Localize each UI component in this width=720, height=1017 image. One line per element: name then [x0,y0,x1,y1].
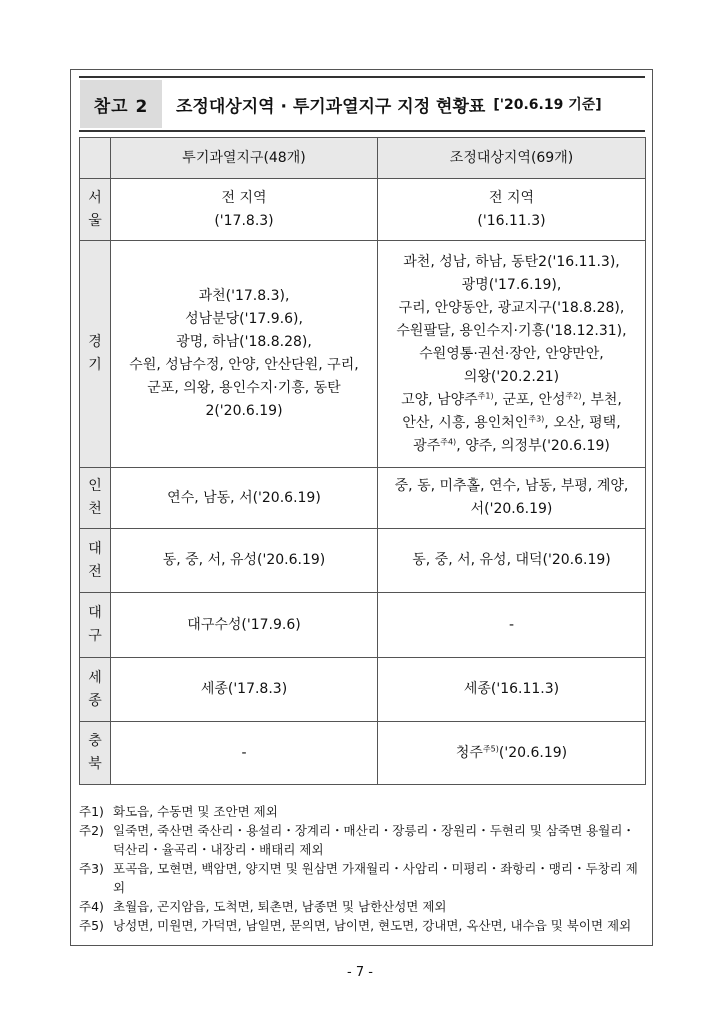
adjust-line [382,435,641,458]
adjustment-cell [378,722,646,785]
table-row [80,722,646,785]
adjust-line: 구리, 안양동안, 광교지구('18.8.28), [398,299,625,316]
page-number: - 7 - [347,965,373,980]
adjust-text: ('20.6.19) [498,744,568,761]
adjust-line: 의왕('20.2.21) [463,368,560,385]
column-header-adjustment: 조정대상지역(69개) [378,138,646,179]
footnote-text: 초월읍, 곤지암읍, 도척면, 퇴촌면, 남종면 및 남한산성면 제외 [113,899,447,914]
footnote-text: 낭성면, 미원면, 가덕면, 남일면, 문의면, 남이면, 현도면, 강내면, 옥산면, 내수읍 및 북이면 제외 [113,918,632,933]
adjustment-cell: - [378,593,646,658]
speculation-cell: - [111,722,378,785]
designation-table [79,137,646,785]
region-sejong: 세 종 [80,658,111,722]
region-incheon: 인 천 [80,468,111,529]
adjust-text: 고양, 남양주 [401,391,478,408]
adjust-text: 안산, 시흥, 용인처인 [402,414,529,431]
speculation-cell: 전 지역 ('17.8.3) [111,179,378,241]
footnote [79,916,645,935]
speculation-cell: 세종('17.8.3) [111,658,378,722]
adjust-text: , 오산, 평택, [544,414,621,431]
footnotes [79,802,645,935]
adjust-text: 청주 [455,744,483,761]
table-row [80,468,646,529]
adjust-line: 과천, 성남, 하남, 동탄2('16.11.3), [403,253,620,270]
adjust-text: , 군포, 안성 [493,391,566,408]
footnote-label: 주5) [79,918,104,933]
speculation-cell: 연수, 남동, 서('20.6.19) [111,468,378,529]
adjust-text: , 양주, 의정부('20.6.19) [456,437,610,454]
adjustment-cell: 중, 동, 미추홀, 연수, 남동, 부평, 계양, 서('20.6.19) [378,468,646,529]
footnote-marker: 주2) [565,390,582,400]
speculation-cell: 과천('17.8.3), 성남분당('17.9.6), 광명, 하남('18.8.28), 수원, 성남수정, 안양, 안산단원, 구리, 군포, 의왕, 용인수지·기흥, 동탄2('20.6.19) [111,241,378,468]
table-row [80,593,646,658]
table-row [80,658,646,722]
corner-cell [80,138,111,179]
region-daegu: 대 구 [80,593,111,658]
table-row [80,529,646,593]
column-header-speculation: 투기과열지구(48개) [111,138,378,179]
footnote-text: 일죽면, 죽산면 죽산리・용설리・장계리・매산리・장릉리・장원리・두현리 및 삼죽면 용월리・덕산리・율곡리・내장리・배태리 제외 [113,823,635,857]
footnote [79,802,645,821]
adjust-line: 수원팔달, 용인수지·기흥('18.12.31), [396,322,627,339]
region-chungbuk: 충 북 [80,722,111,785]
speculation-cell: 대구수성('17.9.6) [111,593,378,658]
document-title [162,80,642,128]
footnote-marker: 주5) [482,743,499,753]
footnote-label: 주2) [79,823,104,838]
speculation-cell: 동, 중, 서, 유성('20.6.19) [111,529,378,593]
footnote [79,897,645,916]
region-gyeonggi: 경 기 [80,241,111,468]
footnote-marker: 주1) [477,390,494,400]
adjust-line: 수원영통·권선·장안, 안양만안, [419,345,604,362]
footnote-marker: 주4) [440,436,457,446]
title-text: 조정대상지역 · 투기과열지구 지정 현황표 [176,96,486,117]
footnote-marker: 주3) [528,413,545,423]
footnote-label: 주3) [79,861,104,876]
footnote-text: 포곡읍, 모현면, 백암면, 양지면 및 원삼면 가재월리・사암리・미평리・좌항리・맹리・두창리 제외 [113,861,638,895]
footnote-label: 주1) [79,804,104,819]
table-row [80,241,646,468]
region-daejeon: 대 전 [80,529,111,593]
adjust-line: 광명('17.6.19), [461,276,562,293]
region-seoul: 서 울 [80,179,111,241]
adjust-text: 광주 [413,437,441,454]
footnote [79,821,645,859]
adjust-line [382,389,641,412]
adjustment-cell [378,241,646,468]
as-of-date: ['20.6.19 기준] [493,97,602,113]
table-header-row [80,138,646,179]
table-row [80,179,646,241]
adjust-line [382,412,641,435]
footnote-label: 주4) [79,899,104,914]
footnote [79,859,645,897]
adjustment-cell: 세종('16.11.3) [378,658,646,722]
footnote-text: 화도읍, 수동면 및 조안면 제외 [113,804,278,819]
adjustment-cell: 동, 중, 서, 유성, 대덕('20.6.19) [378,529,646,593]
reference-tag: 참고 2 [80,80,162,128]
adjust-text: , 부천, [581,391,622,408]
adjustment-cell: 전 지역 ('16.11.3) [378,179,646,241]
